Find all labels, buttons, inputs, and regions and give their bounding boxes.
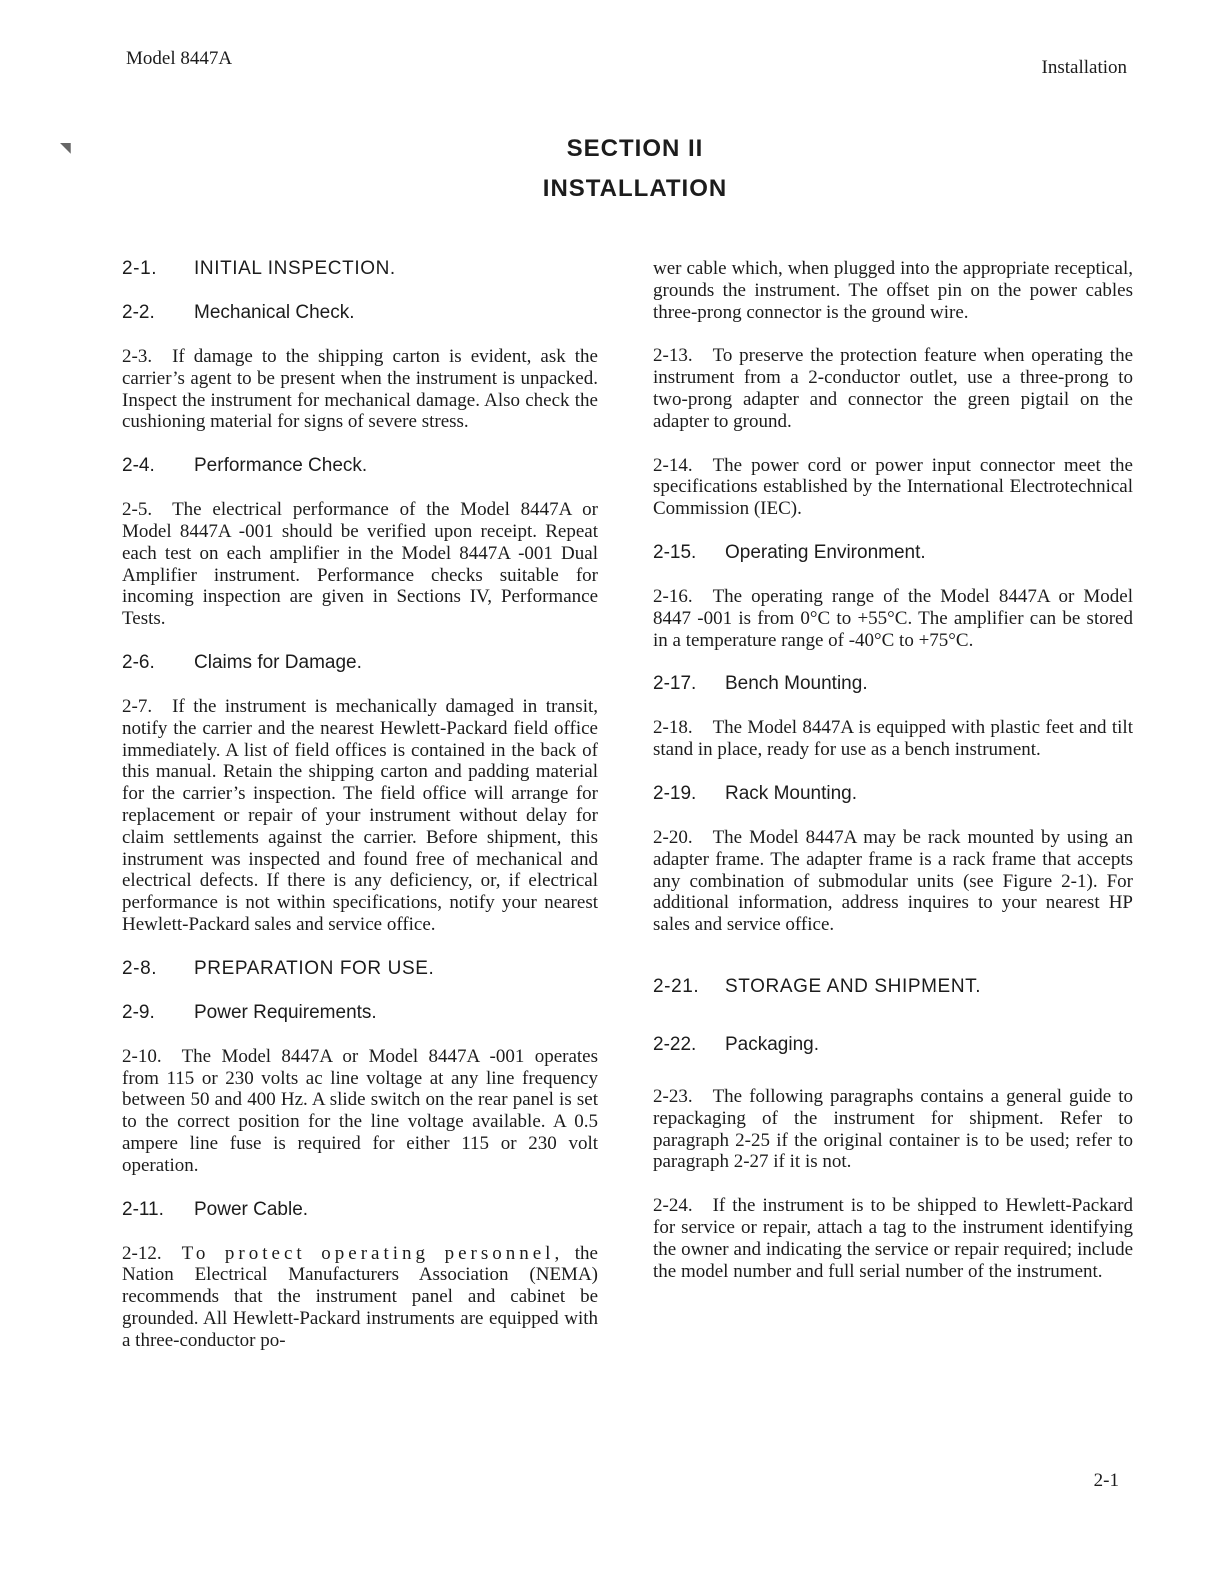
heading-2-19: 2-19. Rack Mounting. — [653, 782, 858, 804]
header-section-name: Installation — [1041, 57, 1127, 78]
right-column — [653, 258, 1133, 1304]
paragraph-2-20: 2-20. The Model 8447A may be rack mounted by using an adapter frame. The adapter frame is a rack frame that accepts any combination of submodular units (see Figure 2-1). For additional information, address inquires to your nearest HP sales and service office. — [653, 826, 1133, 936]
heading-2-8: 2-8. PREPARATION FOR USE. — [122, 957, 435, 979]
paragraph-2-14: 2-14. The power cord or power input connector meet the specifications established by the International Electrotechnical Commission (IEC). — [653, 454, 1133, 520]
heading-2-22: 2-22. Packaging. — [653, 1033, 820, 1055]
heading-2-9: 2-9. Power Requirements. — [122, 1001, 377, 1023]
heading-2-2: 2-2. Mechanical Check. — [122, 302, 355, 323]
heading-2-21: 2-21. STORAGE AND SHIPMENT. — [653, 975, 982, 997]
section-subtitle: INSTALLATION — [542, 175, 728, 202]
heading-2-6: 2-6. Claims for Damage. — [122, 651, 362, 673]
heading-2-4: 2-4. Performance Check. — [122, 455, 368, 477]
paragraph-2-23: 2-23. The following paragraphs contains a general guide to repackaging of the instrument for shipment. Refer to paragraph 2-25 if the original container is to be used; refer to paragraph 2-27 if it is not. — [653, 1085, 1133, 1173]
paragraph-2-3: 2-3. If damage to the shipping carton is evident, ask the carrier’s agent to be present when the instrument is unpacked. Inspect the instrument for mechanical damage. Also check the cushioning material for signs of severe stress. — [122, 346, 598, 433]
left-column — [122, 258, 598, 1374]
paragraph-2-18: 2-18. The Model 8447A is equipped with plastic feet and tilt stand in place, ready for use as a bench instrument. — [653, 717, 1133, 761]
page-number: 2-1 — [1093, 1470, 1119, 1491]
scan-mark: ◥ — [60, 141, 71, 156]
heading-2-15: 2-15. Operating Environment. — [653, 541, 926, 563]
paragraph-2-12-continued: wer cable which, when plugged into the appropriate receptical, grounds the instrument. The offset pin on the power cables three-prong connector is the ground wire. — [653, 258, 1133, 323]
heading-2-17: 2-17. Bench Mounting. — [653, 673, 868, 695]
header-model: Model 8447A — [126, 48, 233, 69]
paragraph-2-12: 2-12. To protect operating personnel, the Nation Electrical Manufacturers Association (NEMA) recommends that the instrument panel and cabinet be grounded. All Hewlett-Packard instruments are equipped with a three-conductor po- — [122, 1242, 598, 1351]
heading-2-1: 2-1. INITIAL INSPECTION. — [122, 258, 396, 279]
paragraph-2-10: 2-10. The Model 8447A or Model 8447A -001 operates from 115 or 230 volts ac line voltage at any line frequency between 50 and 400 Hz. A slide switch on the rear panel is set to the correct position for the line voltage available. A 0.5 ampere line fuse is required for either 115 or 230 volt operation. — [122, 1045, 598, 1176]
paragraph-2-13: 2-13. To preserve the protection feature when operating the instrument from a 2-conductor outlet, use a three-prong to two-prong adapter and connector the green pigtail on the adapter to ground. — [653, 345, 1133, 432]
section-title: SECTION II — [566, 135, 704, 162]
paragraph-2-5: 2-5. The electrical performance of the Model 8447A or Model 8447A -001 should be verified upon receipt. Repeat each test on each amplifier in the Model 8447A -001 Dual Amplifier instrument. Performance checks suitable for incoming inspection are given in Sections IV, Performance Tests. — [122, 499, 598, 630]
heading-2-11: 2-11. Power Cable. — [122, 1198, 309, 1220]
paragraph-2-7: 2-7. If the instrument is mechanically damaged in transit, notify the carrier and the nearest Hewlett-Packard field office immediately. A list of field offices is contained in the back of this manual. Retain the shipping carton and padding material for the carrier’s inspection. The field office will arrange for replacement or repair of your instrument without delay for claim settlements against the carrier. Before shipment, this instrument was inspected and found free of mechanical and electrical defects. If there is any deficiency, or, if electrical performance is not within specifications, notify your nearest Hewlett-Packard sales and service office. — [122, 695, 598, 935]
paragraph-2-16: 2-16. The operating range of the Model 8447A or Model 8447 -001 is from 0°C to +55°C. The amplifier can be stored in a temperature range of -40°C to +75°C. — [653, 585, 1133, 651]
paragraph-2-24: 2-24. If the instrument is to be shipped to Hewlett-Packard for service or repair, attach a tag to the instrument identifying the owner and indicating the service or repair required; include the model number and full serial number of the instrument. — [653, 1195, 1133, 1282]
